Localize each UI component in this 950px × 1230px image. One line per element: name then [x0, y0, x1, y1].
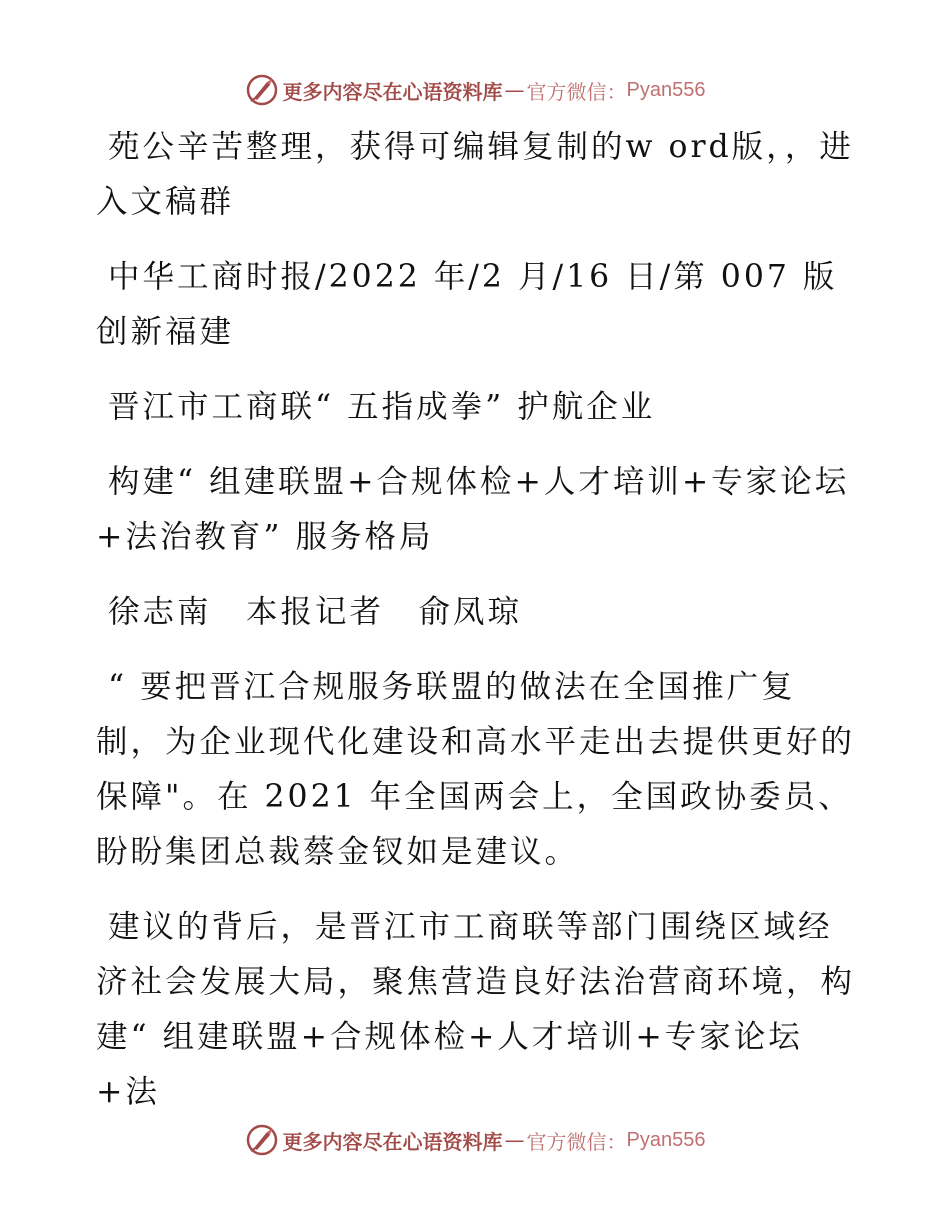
quill-pen-icon — [245, 73, 279, 107]
banner-separator: — — [504, 78, 525, 102]
wechat-id: Pyan556 — [626, 1128, 706, 1151]
site-name: 更多内容尽在心语资料库 — [282, 79, 503, 104]
quill-pen-icon — [245, 1123, 279, 1157]
site-name: 更多内容尽在心语资料库 — [282, 1129, 503, 1154]
wechat-label: 官方微信： — [526, 79, 627, 104]
header-watermark-banner — [0, 70, 950, 110]
banner-separator: — — [504, 1128, 525, 1152]
body-paragraph: “ 要把晋江合规服务联盟的做法在全国推广复制，为企业现代化建设和高水平走出去提供更好的保障"。在 2021 年全国两会上，全国政协委员、盼盼集团总裁蔡金钗如是建议。 — [96, 669, 856, 870]
article-title: 晋江市工商联“ 五指成拳” 护航企业 — [108, 389, 656, 425]
body-paragraph: 建议的背后，是晋江市工商联等部门围绕区域经济社会发展大局，聚焦营造良好法治营商环境，构建“ 组建联盟+合规体检+人才培训+专家论坛+法 — [96, 909, 856, 1110]
document-body — [96, 120, 856, 1140]
byline: 徐志南 本报记者 俞凤琼 — [108, 594, 523, 630]
footer-watermark-banner — [0, 1120, 950, 1160]
source-line: 中华工商时报/2022 年/2 月/16 日/第 007 版创新福建 — [96, 259, 838, 350]
wechat-label: 官方微信： — [526, 1129, 627, 1154]
article-subtitle: 构建“ 组建联盟+合规体检+人才培训+专家论坛+法治教育” 服务格局 — [96, 464, 850, 555]
wechat-id: Pyan556 — [626, 78, 706, 101]
intro-note: 苑公辛苦整理，获得可编辑复制的w ord版，，进入文稿群 — [96, 129, 854, 220]
